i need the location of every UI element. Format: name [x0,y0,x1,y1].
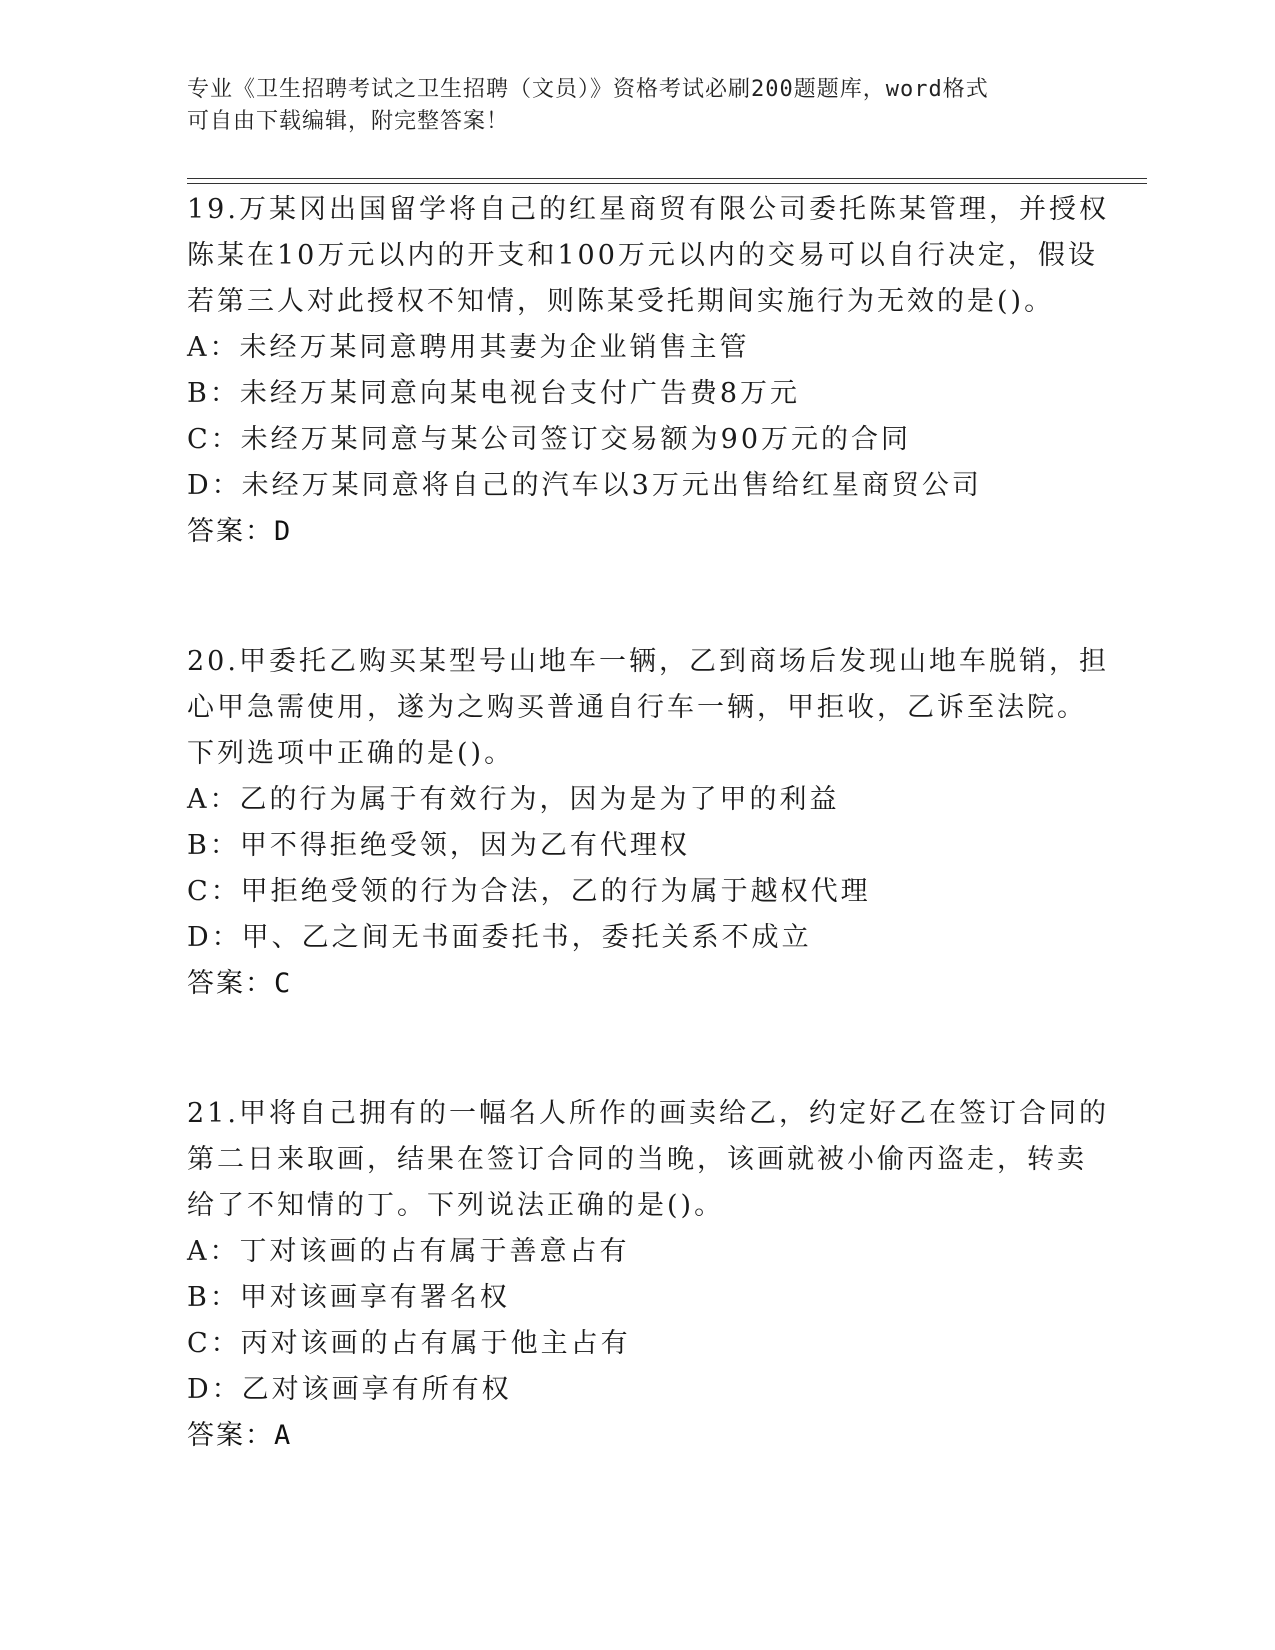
option-d: D：未经万某同意将自己的汽车以3万元出售给红星商贸公司 [187,470,982,501]
option-b: B：未经万某同意向某电视台支付广告费8万元 [187,378,801,409]
header-divider-bottom [187,183,1147,184]
question-stem-line: 21.甲将自己拥有的一幅名人所作的画卖给乙，约定好乙在签订合同的 [187,1098,1109,1129]
question-stem-line: 陈某在10万元以内的开支和100万元以内的交易可以自行决定，假设 [187,240,1098,271]
answer-label: 答案： [187,1420,274,1451]
document-header [187,74,1067,138]
question-stem-line: 20.甲委托乙购买某型号山地车一辆，乙到商场后发现山地车脱销，担 [187,646,1109,677]
answer-label: 答案： [187,516,274,547]
question-spacer [187,555,1087,639]
answer-label: 答案： [187,968,274,999]
option-c: C：甲拒绝受领的行为合法，乙的行为属于越权代理 [187,876,871,907]
header-line-1: 专业《卫生招聘考试之卫生招聘（文员）》资格考试必刷200题题库，word格式 [187,77,989,102]
question-list [187,187,1109,1459]
question-stem-line: 心甲急需使用，遂为之购买普通自行车一辆，甲拒收，乙诉至法院。 [187,692,1087,723]
header-line-2: 可自由下载编辑，附完整答案！ [187,109,510,134]
header-divider-top [187,178,1147,179]
answer-value: A [274,1420,293,1451]
option-a: A：未经万某同意聘用其妻为企业销售主管 [187,332,750,363]
question-19 [187,187,1109,555]
answer-value: D [274,516,293,547]
option-d: D：乙对该画享有所有权 [187,1374,512,1405]
option-c: C：未经万某同意与某公司签订交易额为90万元的合同 [187,424,912,455]
question-stem-line: 第二日来取画，结果在签订合同的当晚，该画就被小偷丙盗走，转卖 [187,1144,1087,1175]
question-spacer [187,1007,1087,1091]
question-stem-line: 19.万某冈出国留学将自己的红星商贸有限公司委托陈某管理，并授权 [187,194,1109,225]
option-a: A：丁对该画的占有属于善意占有 [187,1236,630,1267]
question-stem-line: 给了不知情的丁。下列说法正确的是()。 [187,1190,725,1221]
question-stem-line: 下列选项中正确的是()。 [187,738,515,769]
answer-value: C [274,968,293,999]
question-21 [187,1091,1109,1459]
question-20 [187,639,1109,1007]
question-stem-line: 若第三人对此授权不知情，则陈某受托期间实施行为无效的是()。 [187,286,1055,317]
option-c: C：丙对该画的占有属于他主占有 [187,1328,631,1359]
answer-line [187,509,1087,555]
option-a: A：乙的行为属于有效行为，因为是为了甲的利益 [187,784,840,815]
answer-line [187,1413,1087,1459]
answer-line [187,961,1087,1007]
option-b: B：甲不得拒绝受领，因为乙有代理权 [187,830,690,861]
option-d: D：甲、乙之间无书面委托书，委托关系不成立 [187,922,812,953]
option-b: B：甲对该画享有署名权 [187,1282,510,1313]
